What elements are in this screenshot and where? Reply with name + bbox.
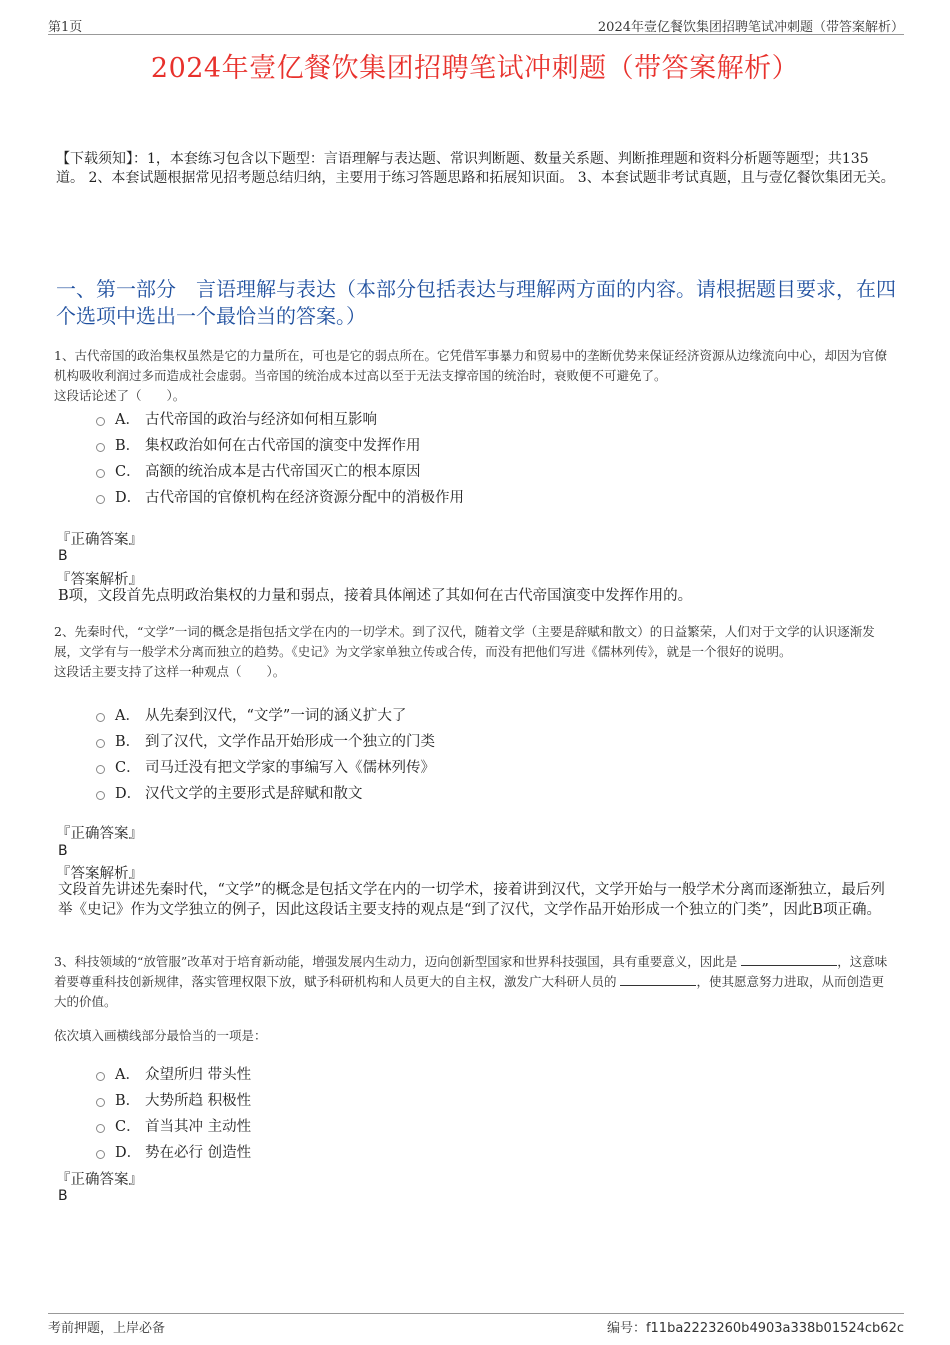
- footer-slogan: 考前押题，上岸必备: [48, 1321, 166, 1336]
- question-1-options: [96, 405, 856, 509]
- radio-icon[interactable]: [96, 495, 105, 504]
- question-2-text: 2、先秦时代，“文学”一词的概念是指包括文学在内的一切学术。到了汉代，随着文学（主要是辞赋和散文）的日益繁荣，人们对于文学的认识逐渐发展，文学有与一般学术分离而独立的趋势。《史记》为文学家单独立传或合传，而没有把他们写进《儒林列传》，就是一个很好的说明。: [54, 624, 875, 659]
- correct-answer-label: 『正确答案』: [56, 532, 143, 548]
- radio-icon[interactable]: [96, 1098, 105, 1107]
- download-notice: 【下载须知】：1，本套练习包含以下题型：言语理解与表达题、常识判断题、数量关系题、判断推理题和资料分析题等题型；共135道。 2、本套试题根据常见招考题总结归纳，主要用于练习答题思路和拓展知识面。 3、本套试题非考试真题，且与壹亿餐饮集团无关。: [56, 151, 895, 186]
- option-b[interactable]: B． 大势所趋 积极性: [96, 1086, 856, 1112]
- question-3-prompt: 依次填入画横线部分最恰当的一项是：: [54, 1028, 267, 1043]
- option-a[interactable]: A． 从先秦到汉代，“文学”一词的涵义扩大了: [96, 701, 856, 727]
- footer-code: 编号：f11ba2223260b4903a338b01524cb62c: [606, 1321, 904, 1336]
- radio-icon[interactable]: [96, 739, 105, 748]
- analysis-label: 『答案解析』: [56, 572, 143, 588]
- radio-icon[interactable]: [96, 713, 105, 722]
- correct-answer-value: B: [58, 843, 68, 859]
- page-footer: [48, 1313, 904, 1334]
- question-3-options: [96, 1060, 856, 1164]
- fill-blank-1[interactable]: [741, 965, 837, 966]
- radio-icon[interactable]: [96, 417, 105, 426]
- answer-analysis: 文段首先讲述先秦时代，“文学”的概念是包括文学在内的一切学术，接着讲到汉代，文学开始与一般学术分离而逐渐独立，最后列举《史记》作为文学独立的例子，因此这段话主要支持的观点是“到了汉代，文学作品开始形成一个独立的门类”，因此B项正确。: [58, 882, 885, 918]
- fill-blank-2[interactable]: [620, 985, 696, 986]
- radio-icon[interactable]: [96, 765, 105, 774]
- option-d[interactable]: D． 势在必行 创造性: [96, 1138, 856, 1164]
- answer-analysis: B项，文段首先点明政治集权的力量和弱点，接着具体阐述了其如何在古代帝国演变中发挥作用的。: [58, 588, 693, 604]
- option-d[interactable]: D． 汉代文学的主要形式是辞赋和散文: [96, 779, 856, 805]
- page-header: [48, 14, 904, 35]
- option-c[interactable]: C． 司马迁没有把文学家的事编写入《儒林列传》: [96, 753, 856, 779]
- radio-icon[interactable]: [96, 1072, 105, 1081]
- correct-answer-value: B: [58, 1188, 68, 1204]
- header-doc-title: 2024年壹亿餐饮集团招聘笔试冲刺题（带答案解析）: [597, 20, 904, 35]
- question-3: [54, 952, 896, 1046]
- correct-answer-value: B: [58, 548, 68, 564]
- question-2-options: [96, 701, 856, 805]
- page-number: 第1页: [48, 20, 83, 35]
- option-c[interactable]: C． 高额的统治成本是古代帝国灭亡的根本原因: [96, 457, 856, 483]
- option-a[interactable]: A． 古代帝国的政治与经济如何相互影响: [96, 405, 856, 431]
- correct-answer-label: 『正确答案』: [56, 1172, 143, 1188]
- radio-icon[interactable]: [96, 469, 105, 478]
- radio-icon[interactable]: [96, 1124, 105, 1133]
- analysis-label: 『答案解析』: [56, 866, 143, 882]
- option-c[interactable]: C． 首当其冲 主动性: [96, 1112, 856, 1138]
- question-2: [54, 622, 896, 682]
- question-3-text: 3、科技领域的“放管服”改革对于培育新动能，增强发展内生动力，迈向创新型国家和世界科技强国，具有重要意义，因此是 ，这意味着要尊重科技创新规律，落实管理权限下放，赋予科研机构和人员更大的自主权，激发广大科研人员的 ，使其愿意努力进取，从而创造更大的价值。: [54, 954, 888, 1009]
- option-b[interactable]: B． 集权政治如何在古代帝国的演变中发挥作用: [96, 431, 856, 457]
- radio-icon[interactable]: [96, 443, 105, 452]
- radio-icon[interactable]: [96, 791, 105, 800]
- question-2-prompt: 这段话主要支持了这样一种观点（ ）。: [54, 664, 286, 679]
- radio-icon[interactable]: [96, 1150, 105, 1159]
- document-title: 2024年壹亿餐饮集团招聘笔试冲刺题（带答案解析）: [150, 53, 800, 84]
- section-heading: 一、第一部分 言语理解与表达（本部分包括表达与理解两方面的内容。请根据题目要求，在四个选项中选出一个最恰当的答案。）: [56, 277, 896, 328]
- question-1-prompt: 这段话论述了（ ）。: [54, 388, 186, 403]
- correct-answer-label: 『正确答案』: [56, 826, 143, 842]
- question-1: [54, 346, 896, 406]
- option-b[interactable]: B． 到了汉代，文学作品开始形成一个独立的门类: [96, 727, 856, 753]
- question-1-text: 1、古代帝国的政治集权虽然是它的力量所在，可也是它的弱点所在。它凭借军事暴力和贸易中的垄断优势来保证经济资源从边缘流向中心，却因为官僚机构吸收利润过多而造成社会虚弱。当帝国的统治成本过高以至于无法支撑帝国的统治时，衰败便不可避免了。: [54, 348, 887, 383]
- option-a[interactable]: A． 众望所归 带头性: [96, 1060, 856, 1086]
- option-d[interactable]: D． 古代帝国的官僚机构在经济资源分配中的消极作用: [96, 483, 856, 509]
